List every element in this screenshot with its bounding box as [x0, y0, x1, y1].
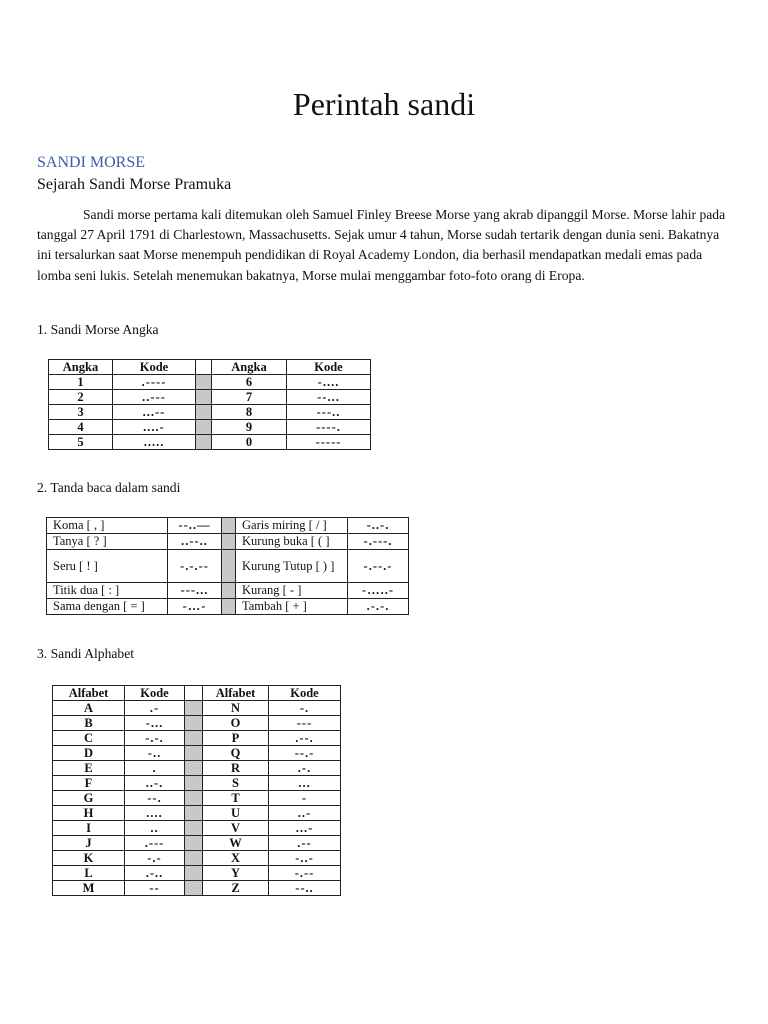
label-cell: M [53, 881, 125, 896]
code-cell: ...- [269, 821, 341, 836]
separator-cell [185, 746, 203, 761]
label-cell: L [53, 866, 125, 881]
label-cell: C [53, 731, 125, 746]
label-cell: S [203, 776, 269, 791]
separator-cell [196, 420, 212, 435]
separator-cell [222, 534, 236, 550]
label-cell: Q [203, 746, 269, 761]
label-cell: 3 [49, 405, 113, 420]
separator-cell [185, 776, 203, 791]
separator-cell [222, 583, 236, 599]
label-cell: P [203, 731, 269, 746]
label-cell: U [203, 806, 269, 821]
label-cell: Koma [ , ] [47, 518, 168, 534]
separator-cell [185, 716, 203, 731]
paragraph-text: Sandi morse pertama kali ditemukan oleh Samuel Finley Breese Morse yang akrab dipanggil Morse. Morse lahir pada tanggal 27 April 1791 di Charlestown, Massachusetts. Sejak umur 4 tahun, Morse sudah tertarik dengan dunia seni. Bakatnya ini tersalurkan saat Morse menempuh pendidikan di Royal Academy London, dia berhasil mendapatkan medali emas pada lomba seni lukis. Setelah menemukan bakatnya, Morse mulai menggambar foto-foto orang di Eropa. [37, 207, 726, 283]
separator-cell [185, 686, 203, 701]
table-row [53, 731, 341, 746]
separator-cell [185, 851, 203, 866]
code-cell: - [269, 791, 341, 806]
label-cell: A [53, 701, 125, 716]
separator-cell [222, 550, 236, 583]
code-cell: .-.. [125, 866, 185, 881]
label-cell: 1 [49, 375, 113, 390]
code-cell: ..--- [113, 390, 196, 405]
code-cell: -.--.- [348, 550, 409, 583]
header-cell: Kode [287, 360, 371, 375]
separator-cell [185, 791, 203, 806]
code-cell: .. [125, 821, 185, 836]
label-cell: 5 [49, 435, 113, 450]
label-cell: 4 [49, 420, 113, 435]
code-cell: -..- [269, 851, 341, 866]
code-cell: ..- [269, 806, 341, 821]
code-cell: -…..- [348, 583, 409, 599]
separator-cell [196, 435, 212, 450]
table-row [53, 851, 341, 866]
table-row [47, 534, 409, 550]
morse-alphabet-table [52, 685, 341, 896]
label-cell: Kurung buka [ ( ] [236, 534, 348, 550]
separator-cell [185, 701, 203, 716]
code-cell: ...-- [113, 405, 196, 420]
code-cell: -- [125, 881, 185, 896]
table-row [53, 716, 341, 731]
header-cell: Kode [269, 686, 341, 701]
code-cell: -.... [287, 375, 371, 390]
label-cell: Tambah [ + ] [236, 599, 348, 615]
label-cell: W [203, 836, 269, 851]
separator-cell [185, 806, 203, 821]
code-cell: ... [269, 776, 341, 791]
header-cell: Angka [49, 360, 113, 375]
code-cell: -.. [125, 746, 185, 761]
label-cell: J [53, 836, 125, 851]
code-cell: -.-. [125, 731, 185, 746]
list-label-alfabet: 3. Sandi Alphabet [37, 646, 135, 661]
code-cell: --..— [168, 518, 222, 534]
label-cell: O [203, 716, 269, 731]
code-cell: .---- [113, 375, 196, 390]
label-cell: E [53, 761, 125, 776]
code-cell: ..... [113, 435, 196, 450]
label-cell: T [203, 791, 269, 806]
label-cell: D [53, 746, 125, 761]
table-row [53, 761, 341, 776]
code-cell: ---... [168, 583, 222, 599]
code-cell: ---.. [287, 405, 371, 420]
morse-number-table [48, 359, 371, 450]
header-cell: Kode [125, 686, 185, 701]
label-cell: Y [203, 866, 269, 881]
table-row [47, 518, 409, 534]
table-row [49, 420, 371, 435]
table-header-row [49, 360, 371, 375]
label-cell: 0 [212, 435, 287, 450]
table-row [53, 701, 341, 716]
table-row [47, 583, 409, 599]
label-cell: N [203, 701, 269, 716]
history-paragraph [37, 205, 727, 286]
code-cell: .-. [269, 761, 341, 776]
code-cell: .-- [269, 836, 341, 851]
label-cell: Kurang [ - ] [236, 583, 348, 599]
code-cell: ----. [287, 420, 371, 435]
table-row [53, 806, 341, 821]
label-cell: B [53, 716, 125, 731]
code-cell: ....- [113, 420, 196, 435]
label-cell: I [53, 821, 125, 836]
code-cell: . [125, 761, 185, 776]
code-cell: .... [125, 806, 185, 821]
separator-cell [185, 761, 203, 776]
label-cell: 7 [212, 390, 287, 405]
table-row [53, 746, 341, 761]
code-cell: --- [269, 716, 341, 731]
separator-cell [185, 836, 203, 851]
label-cell: Tanya [ ? ] [47, 534, 168, 550]
label-cell: K [53, 851, 125, 866]
table-row [53, 866, 341, 881]
label-cell: H [53, 806, 125, 821]
code-cell: ..--.. [168, 534, 222, 550]
table-header-row [53, 686, 341, 701]
label-cell: Kurung Tutup [ ) ] [236, 550, 348, 583]
section-heading: SANDI MORSE [37, 154, 146, 171]
header-cell: Alfabet [203, 686, 269, 701]
label-cell: Sama dengan [ = ] [47, 599, 168, 615]
label-cell: F [53, 776, 125, 791]
label-cell: R [203, 761, 269, 776]
separator-cell [185, 821, 203, 836]
code-cell: -.-.-- [168, 550, 222, 583]
label-cell: 8 [212, 405, 287, 420]
code-cell: --.- [269, 746, 341, 761]
code-cell: -..-. [348, 518, 409, 534]
table-row [49, 375, 371, 390]
code-cell: -.- [125, 851, 185, 866]
separator-cell [196, 375, 212, 390]
table-row [53, 881, 341, 896]
code-cell: --. [125, 791, 185, 806]
code-cell: -…- [168, 599, 222, 615]
code-cell: .--. [269, 731, 341, 746]
separator-cell [185, 731, 203, 746]
code-cell: .-.-. [348, 599, 409, 615]
table-row [49, 405, 371, 420]
code-cell: ----- [287, 435, 371, 450]
separator-cell [185, 881, 203, 896]
header-cell: Alfabet [53, 686, 125, 701]
code-cell: -... [125, 716, 185, 731]
separator-cell [222, 599, 236, 615]
subheading: Sejarah Sandi Morse Pramuka [37, 176, 232, 193]
page-title: Perintah sandi [292, 86, 476, 122]
table-row [47, 550, 409, 583]
code-cell: -.-- [269, 866, 341, 881]
code-cell: ..-. [125, 776, 185, 791]
code-cell: --... [287, 390, 371, 405]
table-row [49, 390, 371, 405]
list-label-angka: 1. Sandi Morse Angka [37, 322, 159, 337]
code-cell: --.. [269, 881, 341, 896]
label-cell: 2 [49, 390, 113, 405]
punctuation-table [46, 517, 409, 615]
separator-cell [196, 390, 212, 405]
code-cell: -. [269, 701, 341, 716]
code-cell: .- [125, 701, 185, 716]
label-cell: 6 [212, 375, 287, 390]
table-row [53, 821, 341, 836]
table-row [47, 599, 409, 615]
label-cell: X [203, 851, 269, 866]
separator-cell [196, 360, 212, 375]
table-row [49, 435, 371, 450]
label-cell: Seru [ ! ] [47, 550, 168, 583]
label-cell: V [203, 821, 269, 836]
separator-cell [222, 518, 236, 534]
header-cell: Angka [212, 360, 287, 375]
code-cell: -.---. [348, 534, 409, 550]
list-label-tanda-baca: 2. Tanda baca dalam sandi [37, 480, 181, 495]
code-cell: .--- [125, 836, 185, 851]
separator-cell [185, 866, 203, 881]
label-cell: Z [203, 881, 269, 896]
table-row [53, 776, 341, 791]
label-cell: Titik dua [ : ] [47, 583, 168, 599]
separator-cell [196, 405, 212, 420]
table-row [53, 791, 341, 806]
table-row [53, 836, 341, 851]
label-cell: 9 [212, 420, 287, 435]
label-cell: G [53, 791, 125, 806]
header-cell: Kode [113, 360, 196, 375]
label-cell: Garis miring [ / ] [236, 518, 348, 534]
